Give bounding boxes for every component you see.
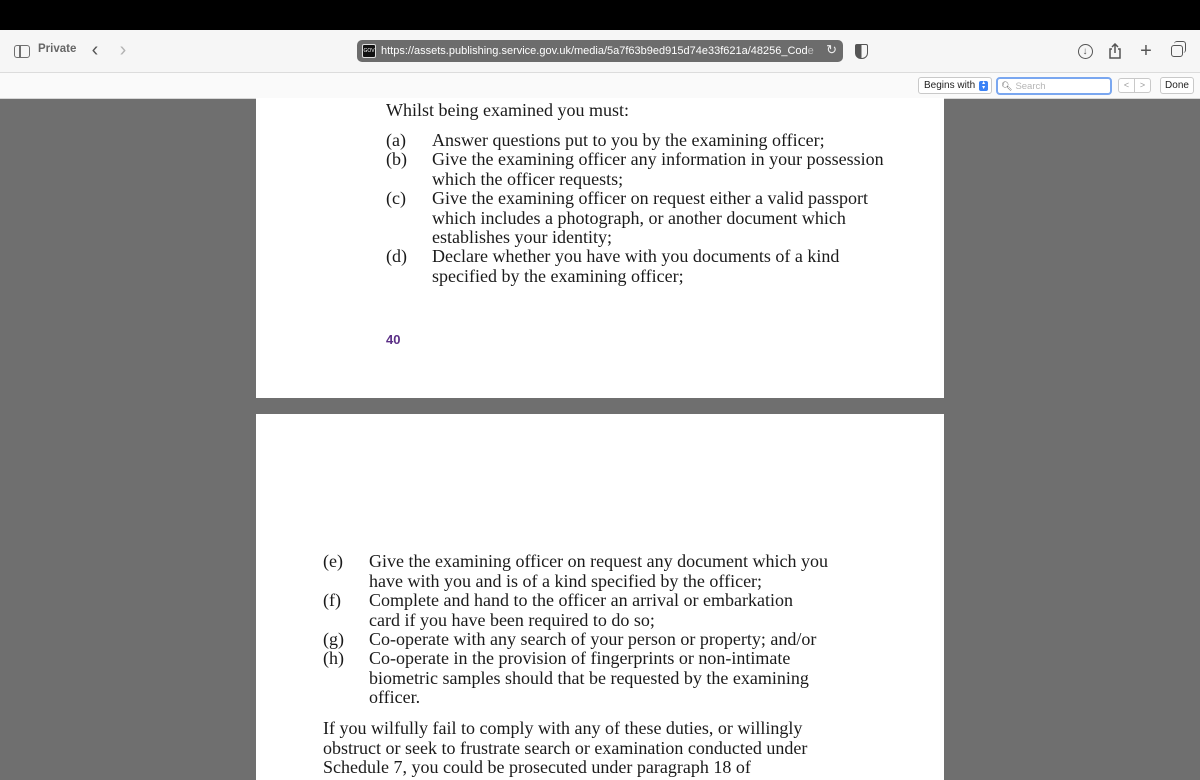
list-item-label: (e): [323, 551, 343, 571]
download-icon: ↓: [1078, 44, 1093, 59]
address-bar[interactable]: [357, 40, 843, 62]
list-item-label: (d): [386, 246, 407, 266]
pdf-page-2: [256, 414, 944, 780]
list-item-label: (f): [323, 590, 341, 610]
url-fade: e: [807, 45, 814, 57]
list-item-label: (a): [386, 130, 406, 150]
plus-icon: +: [1140, 39, 1152, 62]
list-item-text: Give the examining officer on request any document which you have with you and is of a kind specified by the officer;: [369, 551, 829, 591]
tab-overview-button[interactable]: [1166, 40, 1188, 62]
shield-icon: [855, 44, 868, 59]
list-item-text: Complete and hand to the officer an arrival or embarkation card if you have been required to do so;: [369, 590, 794, 630]
search-icon: 🔍︎: [1001, 80, 1013, 91]
list-item-text: Answer questions put to you by the examining officer;: [432, 130, 825, 150]
chevron-right-icon: >: [1139, 80, 1146, 90]
tabs-icon: [1171, 45, 1183, 57]
list-item-text: Give the examining officer any information in your possession which the officer requests;: [432, 149, 884, 189]
find-previous-button[interactable]: [1118, 78, 1135, 93]
list-item-text: Declare whether you have with you documents of a kind specified by the examining officer;: [432, 246, 840, 286]
find-search-box[interactable]: [996, 77, 1112, 95]
share-button[interactable]: [1104, 40, 1126, 62]
forward-button[interactable]: [112, 39, 134, 61]
site-favicon: GOV: [362, 44, 376, 58]
downloads-button[interactable]: [1074, 40, 1096, 62]
find-search-input[interactable]: [1012, 81, 1103, 92]
list-item-text: Give the examining officer on request either a valid passport which includes a photograph, or another document which establishes your identity;: [432, 188, 869, 247]
find-mode-select[interactable]: [918, 77, 992, 94]
chevron-right-icon: ›: [119, 38, 127, 61]
sidebar-icon: [14, 45, 30, 58]
top-black-bar: [0, 0, 1200, 30]
pdf-page-1: [256, 98, 944, 398]
list-item-label: (g): [323, 629, 344, 649]
url-text[interactable]: [381, 45, 815, 57]
list-item-label: (b): [386, 149, 407, 169]
reload-icon[interactable]: ↻: [826, 42, 837, 57]
privacy-report-button[interactable]: [852, 40, 870, 62]
chevron-left-icon: ‹: [91, 38, 99, 61]
find-done-button[interactable]: Done: [1160, 77, 1194, 94]
sidebar-toggle-button[interactable]: [14, 41, 30, 61]
find-mode-label: Begins with: [924, 80, 976, 91]
list-item-label: (h): [323, 648, 344, 668]
list-item-text: Co-operate in the provision of fingerprints or non-intimate biometric samples should that be requested by the examining officer.: [369, 648, 809, 707]
list-item-text: Co-operate with any search of your person or property; and/or: [369, 629, 817, 649]
share-icon: [1108, 43, 1122, 59]
url-main: https://assets.publishing.service.gov.uk/media/5a7f63b9ed915d74e33f621a/48256_Cod: [381, 45, 808, 57]
new-tab-button[interactable]: [1135, 40, 1157, 62]
page-number: 40: [386, 332, 401, 347]
page-lead-text: Whilst being examined you must:: [386, 100, 629, 120]
list-item-label: (c): [386, 188, 406, 208]
private-label: Private: [38, 43, 77, 55]
back-button[interactable]: [84, 39, 106, 61]
find-next-button[interactable]: [1134, 78, 1151, 93]
chevron-left-icon: <: [1123, 80, 1130, 90]
page-paragraph: If you wilfully fail to comply with any of these duties, or willingly obstruct or seek to frustrate search or examination conducted under Schedule 7, you could be prosecuted under paragraph 18 of: [323, 718, 808, 777]
select-stepper-icon: ▴ ▾: [979, 81, 988, 91]
